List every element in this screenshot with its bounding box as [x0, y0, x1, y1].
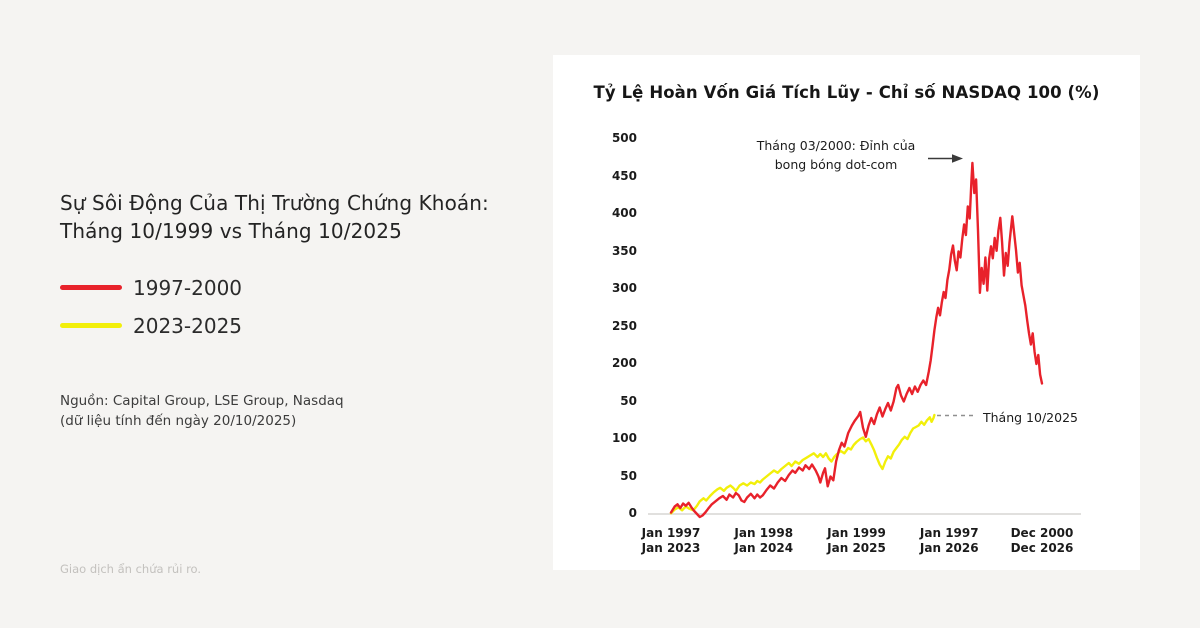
dotcom-peak-arrowhead-icon [952, 154, 963, 163]
y-tick-label: 500 [611, 131, 637, 145]
x-tick-label-top: Jan 1998 [734, 526, 794, 540]
source-line-2: (dữ liệu tính đến ngày 20/10/2025) [60, 413, 297, 429]
annotation-dotcom-peak [740, 136, 932, 174]
series-line-1997-2000 [671, 163, 1042, 517]
x-tick-label-bottom: Jan 2026 [919, 540, 979, 555]
chart-title: Tỷ Lệ Hoàn Vốn Giá Tích Lũy - Chỉ số NASDAQ 100 (%) [593, 83, 1100, 102]
x-tick [811, 526, 903, 555]
annotation-dotcom-peak-line-2: bong bóng dot-com [774, 157, 898, 172]
legend-label-2023-2025: 2023-2025 [133, 313, 243, 338]
risk-disclaimer: Giao dịch ẩn chứa rủi ro. [60, 562, 202, 576]
headline-line-2: Tháng 10/1999 vs Tháng 10/2025 [60, 218, 402, 243]
x-tick [718, 526, 810, 555]
x-tick-label-top: Jan 1999 [827, 526, 886, 540]
x-tick [996, 526, 1088, 555]
source-line-1: Nguồn: Capital Group, LSE Group, Nasdaq [60, 393, 344, 409]
y-tick-label: 300 [611, 281, 637, 295]
x-tick-label-top: Dec 2000 [1010, 526, 1074, 540]
x-tick-label-bottom: Dec 2026 [1010, 540, 1074, 555]
x-tick-label-top: Jan 1997 [919, 526, 979, 540]
y-tick-label: 450 [611, 168, 637, 183]
y-tick-label: 0 [628, 506, 637, 520]
annotation-dotcom-peak-line-1: Tháng 03/2000: Đỉnh của [756, 138, 916, 153]
y-tick-label: 50 [620, 393, 637, 408]
series-group [671, 163, 1042, 517]
x-tick-label-top: Jan 1997 [641, 526, 701, 540]
x-tick-label-bottom: Jan 2023 [641, 540, 701, 555]
y-tick-label: 250 [611, 318, 637, 333]
series-line-2023-2025 [671, 415, 934, 513]
headline-line-1: Sự Sôi Động Của Thị Trường Chứng Khoán: [60, 191, 489, 215]
y-tick-label: 400 [611, 206, 637, 220]
x-tick [625, 526, 717, 555]
legend-label-1997-2000: 1997-2000 [133, 275, 243, 300]
y-tick-label: 200 [611, 356, 637, 370]
annotation-oct-2025: Tháng 10/2025 [983, 410, 1078, 425]
x-tick-label-bottom: Jan 2024 [734, 540, 794, 555]
y-tick-label: 350 [611, 243, 637, 258]
x-tick [903, 526, 995, 555]
y-tick-label: 100 [611, 431, 637, 445]
x-tick-label-bottom: Jan 2025 [827, 540, 886, 555]
y-tick-label: 50 [620, 468, 637, 483]
